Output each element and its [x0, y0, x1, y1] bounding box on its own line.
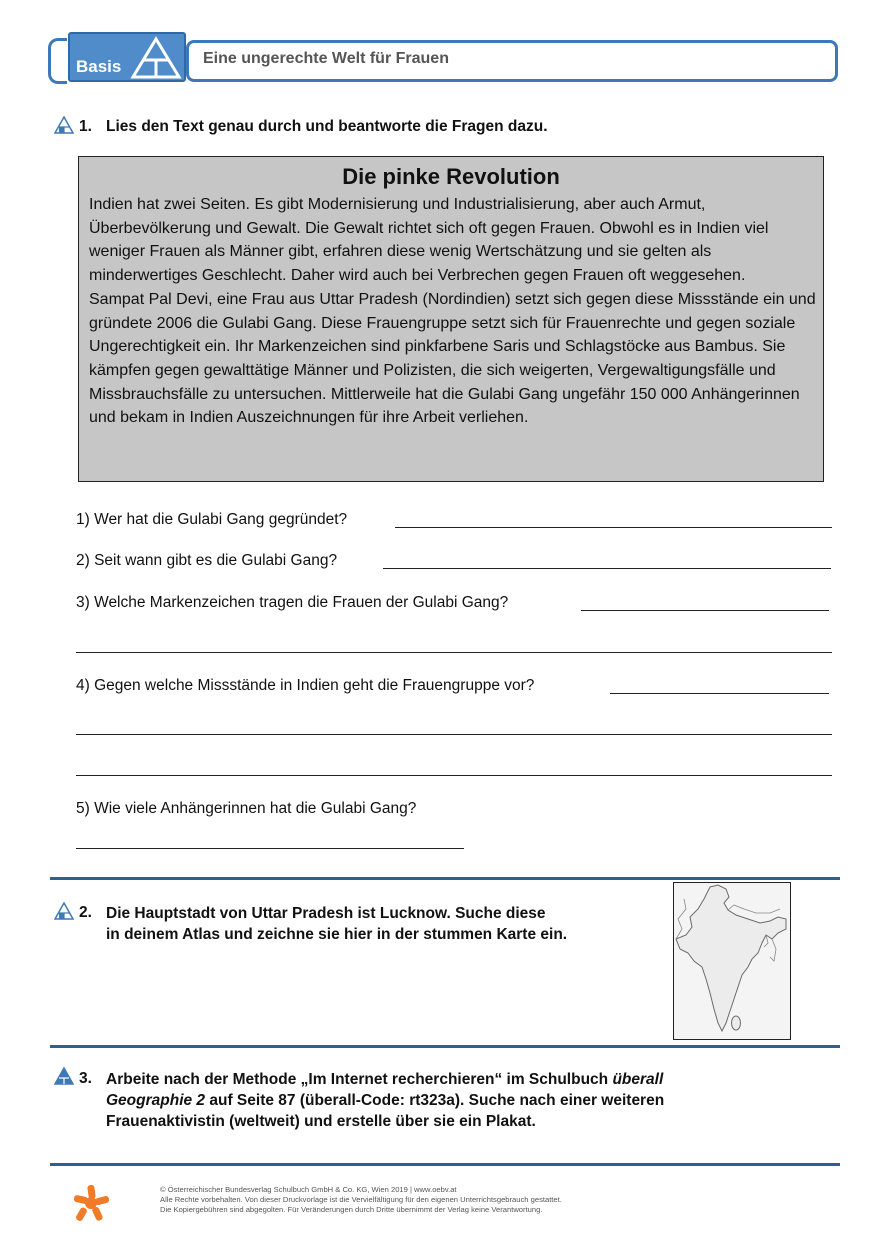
header-bracket	[48, 38, 67, 84]
level-icon	[54, 116, 74, 134]
question-1: 1) Wer hat die Gulabi Gang gegründet?	[76, 511, 348, 528]
reading-text-body	[89, 193, 817, 430]
task-3-line-1	[106, 1069, 796, 1090]
blank-map-india[interactable]	[673, 882, 791, 1040]
task-2-number: 2.	[79, 904, 92, 921]
question-2: 2) Seit wann gibt es die Gulabi Gang?	[76, 552, 338, 569]
worksheet-title: Eine ungerechte Welt für Frauen	[203, 50, 449, 67]
task-3-line-2	[106, 1090, 796, 1111]
task-2-line-1: Die Hauptstadt von Uttar Pradesh ist Lucknow. Suche diese	[106, 905, 546, 922]
reading-paragraph-1: Indien hat zwei Seiten. Es gibt Modernisierung und Industrialisierung, aber auch Armut, Überbevölkerung und Gewalt. Die Gewalt richtet sich oft gegen Frauen. Obwohl es in Indien viel weniger Frauen als Männer gibt, erfahren diese wenig Wertschätzung und sie gelten als minderwertiges Geschlecht. Daher wird auch bei Verbrechen gegen Frauen oft weggesehen.	[89, 196, 769, 285]
level-icon	[54, 1067, 74, 1085]
footer-separator	[50, 1163, 840, 1166]
schoolbook-title-a: überall	[612, 1071, 664, 1088]
task-3-line-3: Frauenaktivistin (weltweit) und erstelle über sie ein Plakat.	[106, 1113, 536, 1130]
level-icon	[54, 902, 74, 920]
task-3-instruction	[106, 1069, 796, 1132]
task-2-line-2: in deinem Atlas und zeichne sie hier in der stummen Karte ein.	[106, 926, 568, 943]
footer-line-2: Alle Rechte vorbehalten. Von dieser Druckvorlage ist die Vervielfältigung für den eigenen Unterrichtsgebrauch gestattet.	[160, 1195, 562, 1205]
task-1-number: 1.	[79, 118, 92, 135]
footer-line-3: Die Kopiergebühren sind abgegolten. Für Veränderungen durch Dritte übernimmt der Verlag keine Verantwortung.	[160, 1205, 543, 1215]
task-3-text-b: auf Seite 87 (überall-Code: rt323a). Suche nach einer weiteren	[205, 1092, 665, 1109]
answer-line-4c[interactable]	[76, 775, 832, 776]
question-3: 3) Welche Markenzeichen tragen die Frauen der Gulabi Gang?	[76, 594, 509, 611]
answer-line-1[interactable]	[395, 527, 832, 528]
task-1-instruction: Lies den Text genau durch und beantworte die Fragen dazu.	[106, 118, 548, 135]
section-separator	[50, 1045, 840, 1048]
question-5: 5) Wie viele Anhängerinnen hat die Gulabi Gang?	[76, 800, 417, 817]
copyright-footer	[160, 1185, 562, 1216]
question-4: 4) Gegen welche Missstände in Indien geht die Frauengruppe vor?	[76, 677, 535, 694]
task-3-number: 3.	[79, 1070, 92, 1087]
section-separator	[50, 877, 840, 880]
answer-line-4a[interactable]	[610, 693, 829, 694]
level-badge-label: Basis	[76, 57, 122, 76]
reading-paragraph-2: Sampat Pal Devi, eine Frau aus Uttar Pradesh (Nordindien) setzt sich gegen diese Missstände ein und gründete 2006 die Gulabi Gang. Diese Frauengruppe setzt sich für Frauenrechte und gegen soziale Ungerechtigkeit ein. Ihr Markenzeichen sind pinkfarbene Saris und Schlagstöcke aus Bambus. Sie kämpfen gegen gewalttätige Männer und Polizisten, die sich weigerten, Vergewaltigungsfälle und Missbrauchsfälle zu untersuchen. Mittlerweile hat die Gulabi Gang ungefähr 150 000 Anhängerinnen und bekam in Indien Auszeichnungen für ihre Arbeit verliehen.	[89, 290, 816, 427]
reading-text-title: Die pinke Revolution	[342, 164, 560, 189]
answer-line-3a[interactable]	[581, 610, 829, 611]
task-2-instruction	[106, 903, 567, 945]
publisher-logo-icon	[72, 1183, 110, 1223]
answer-line-4b[interactable]	[76, 734, 832, 735]
india-outline-map	[674, 883, 790, 1039]
level-triangle-icon	[130, 36, 182, 80]
answer-line-2[interactable]	[383, 568, 831, 569]
schoolbook-title-b: Geographie 2	[106, 1092, 206, 1109]
answer-line-3b[interactable]	[76, 652, 832, 653]
footer-line-1: © Österreichischer Bundesverlag Schulbuch GmbH & Co. KG, Wien 2019 | www.oebv.at	[160, 1185, 457, 1194]
answer-line-5[interactable]	[76, 848, 464, 849]
task-3-text-a: Arbeite nach der Methode „Im Internet recherchieren“ im Schulbuch	[106, 1071, 613, 1088]
